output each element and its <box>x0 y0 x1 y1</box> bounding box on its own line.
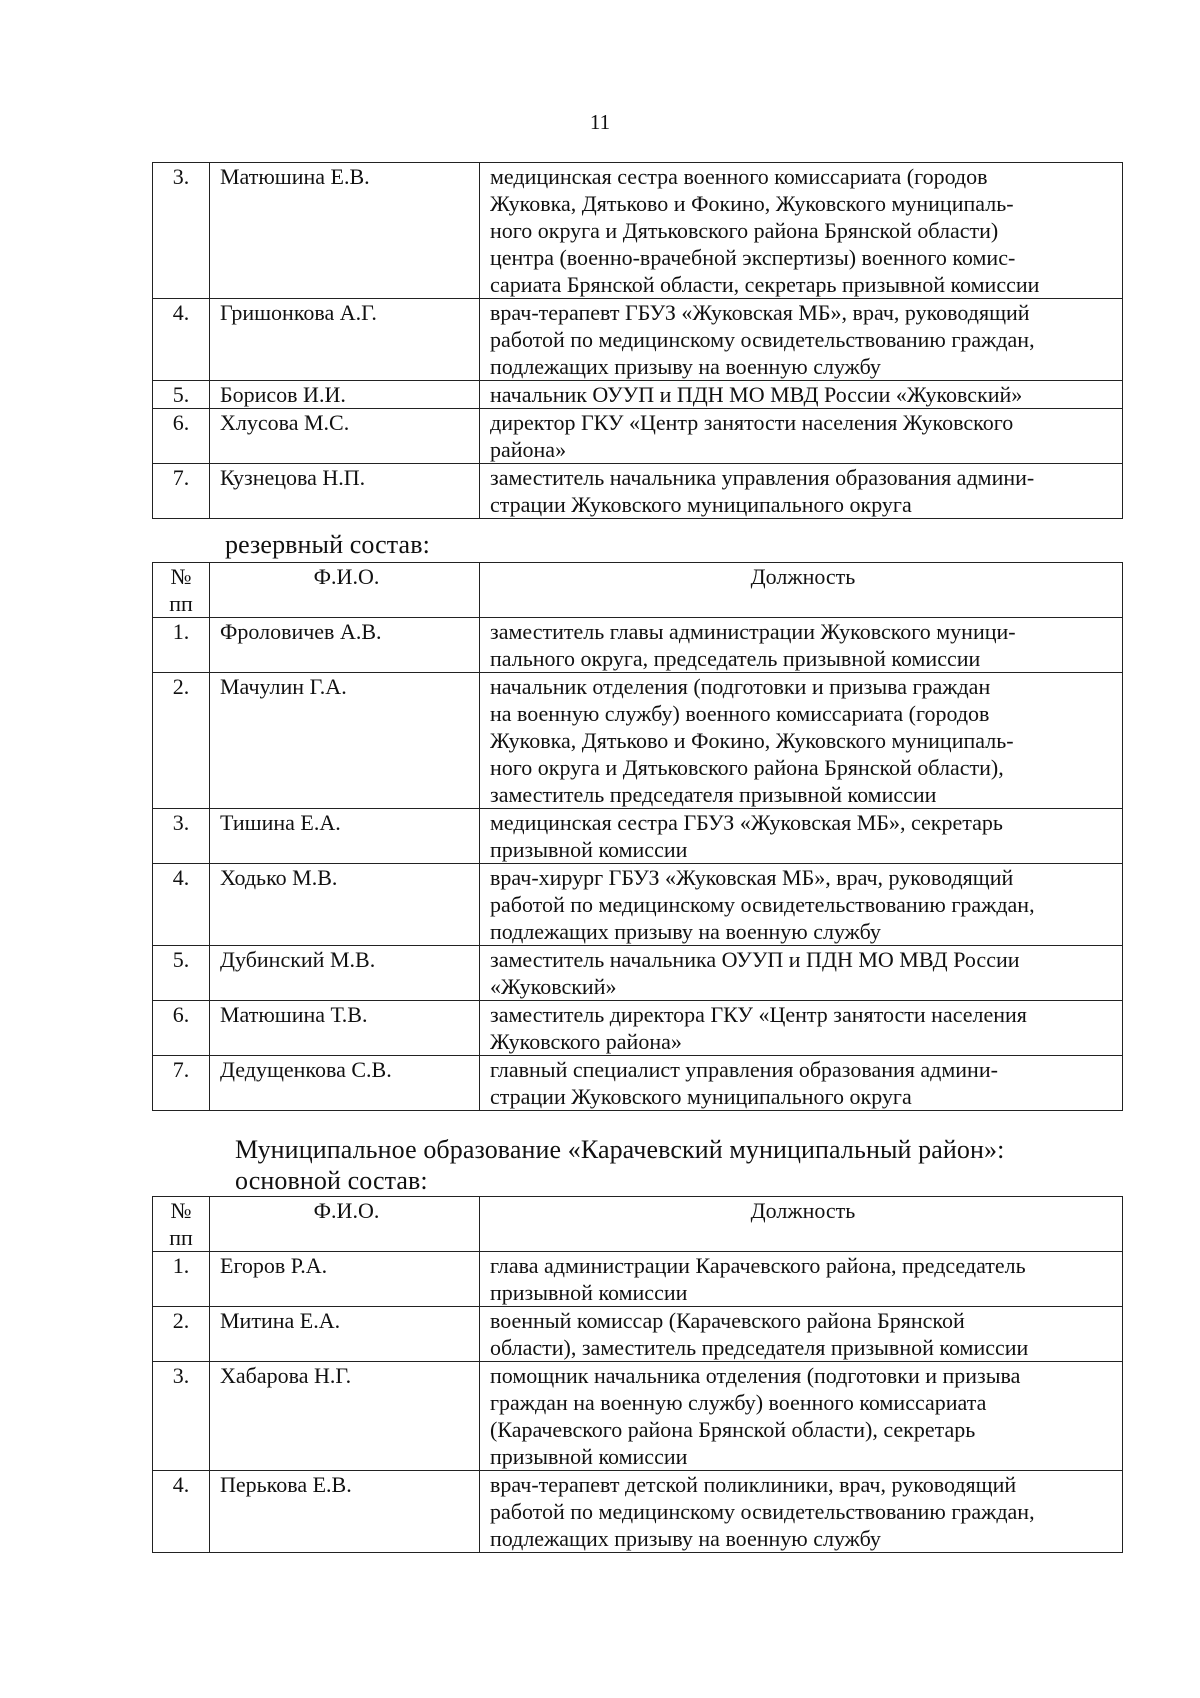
table-row <box>153 946 1123 1001</box>
row-name: Перькова Е.В. <box>210 1471 480 1553</box>
row-number: 4. <box>153 299 210 381</box>
table-row <box>153 1362 1123 1471</box>
row-number: 5. <box>153 946 210 1001</box>
row-position: заместитель директора ГКУ «Центр занятости населения Жуковского района» <box>480 1001 1123 1056</box>
table-header-row <box>153 563 1123 618</box>
heading-municipality: Муниципальное образование «Карачевский муниципальный район»: <box>235 1135 1005 1164</box>
row-position: заместитель начальника управления образования админи- страции Жуковского муниципального округа <box>480 464 1123 519</box>
heading-main: основной состав: <box>235 1166 428 1195</box>
row-number: 4. <box>153 1471 210 1553</box>
table-row <box>153 163 1123 299</box>
table-row <box>153 1001 1123 1056</box>
table-row <box>153 673 1123 809</box>
row-position: медицинская сестра военного комиссариата (городов Жуковка, Дятьково и Фокино, Жуковского муниципаль- ного округа и Дятьковского района Брянской области) центра (военно-врачебной экспертизы) военного комис- сариата Брянской области, секретарь призывной комиссии <box>480 163 1123 299</box>
row-position: начальник отделения (подготовки и призыва граждан на военную службу) военного комиссариата (городов Жуковка, Дятьково и Фокино, Жуковского муниципаль- ного округа и Дятьковского района Брянской области), заместитель председателя призывной комиссии <box>480 673 1123 809</box>
table-row <box>153 464 1123 519</box>
row-name: Тишина Е.А. <box>210 809 480 864</box>
row-position: заместитель главы администрации Жуковского муници- пального округа, председатель призывной комиссии <box>480 618 1123 673</box>
table-reserve <box>152 562 1123 1111</box>
row-name: Матюшина Е.В. <box>210 163 480 299</box>
table-row <box>153 864 1123 946</box>
heading-reserve: резервный состав: <box>225 530 430 559</box>
row-position: медицинская сестра ГБУЗ «Жуковская МБ», секретарь призывной комиссии <box>480 809 1123 864</box>
row-position: врач-хирург ГБУЗ «Жуковская МБ», врач, руководящий работой по медицинскому освидетельствованию граждан, подлежащих призыву на военную службу <box>480 864 1123 946</box>
row-number: 6. <box>153 409 210 464</box>
row-position: начальник ОУУП и ПДН МО МВД России «Жуковский» <box>480 381 1123 409</box>
header-position: Должность <box>480 1197 1123 1252</box>
row-position: военный комиссар (Карачевского района Брянской области), заместитель председателя призывной комиссии <box>480 1307 1123 1362</box>
row-name: Матюшина Т.В. <box>210 1001 480 1056</box>
row-name: Хлусова М.С. <box>210 409 480 464</box>
row-name: Ходько М.В. <box>210 864 480 946</box>
page-number: 11 <box>589 110 611 134</box>
row-name: Егоров Р.А. <box>210 1252 480 1307</box>
header-position: Должность <box>480 563 1123 618</box>
row-name: Гришонкова А.Г. <box>210 299 480 381</box>
row-position: глава администрации Карачевского района, председатель призывной комиссии <box>480 1252 1123 1307</box>
table-row <box>153 1252 1123 1307</box>
row-number: 5. <box>153 381 210 409</box>
row-name: Хабарова Н.Г. <box>210 1362 480 1471</box>
table-row <box>153 618 1123 673</box>
row-name: Дубинский М.В. <box>210 946 480 1001</box>
row-number: 6. <box>153 1001 210 1056</box>
table-row <box>153 1471 1123 1553</box>
table-row <box>153 299 1123 381</box>
row-number: 1. <box>153 1252 210 1307</box>
row-name: Мачулин Г.А. <box>210 673 480 809</box>
row-number: 7. <box>153 1056 210 1111</box>
table-row <box>153 409 1123 464</box>
row-position: директор ГКУ «Центр занятости населения Жуковского района» <box>480 409 1123 464</box>
row-name: Кузнецова Н.П. <box>210 464 480 519</box>
row-number: 3. <box>153 1362 210 1471</box>
table-header-row <box>153 1197 1123 1252</box>
header-name: Ф.И.О. <box>210 563 480 618</box>
row-number: 2. <box>153 673 210 809</box>
table-row <box>153 1056 1123 1111</box>
table-main-continued <box>152 162 1123 519</box>
row-number: 4. <box>153 864 210 946</box>
header-number: № пп <box>153 563 210 618</box>
table-row <box>153 381 1123 409</box>
table-row <box>153 809 1123 864</box>
row-name: Фроловичев А.В. <box>210 618 480 673</box>
table-karachev-main <box>152 1196 1123 1553</box>
table-row <box>153 1307 1123 1362</box>
row-position: помощник начальника отделения (подготовки и призыва граждан на военную службу) военного комиссариата (Карачевского района Брянской области), секретарь призывной комиссии <box>480 1362 1123 1471</box>
row-name: Борисов И.И. <box>210 381 480 409</box>
row-position: заместитель начальника ОУУП и ПДН МО МВД России «Жуковский» <box>480 946 1123 1001</box>
row-position: врач-терапевт детской поликлиники, врач, руководящий работой по медицинскому освидетельствованию граждан, подлежащих призыву на военную службу <box>480 1471 1123 1553</box>
header-name: Ф.И.О. <box>210 1197 480 1252</box>
row-number: 7. <box>153 464 210 519</box>
row-name: Митина Е.А. <box>210 1307 480 1362</box>
row-number: 3. <box>153 809 210 864</box>
row-name: Дедущенкова С.В. <box>210 1056 480 1111</box>
row-number: 2. <box>153 1307 210 1362</box>
row-position: главный специалист управления образования админи- страции Жуковского муниципального округа <box>480 1056 1123 1111</box>
header-number: № пп <box>153 1197 210 1252</box>
row-position: врач-терапевт ГБУЗ «Жуковская МБ», врач, руководящий работой по медицинскому освидетельствованию граждан, подлежащих призыву на военную службу <box>480 299 1123 381</box>
row-number: 3. <box>153 163 210 299</box>
row-number: 1. <box>153 618 210 673</box>
